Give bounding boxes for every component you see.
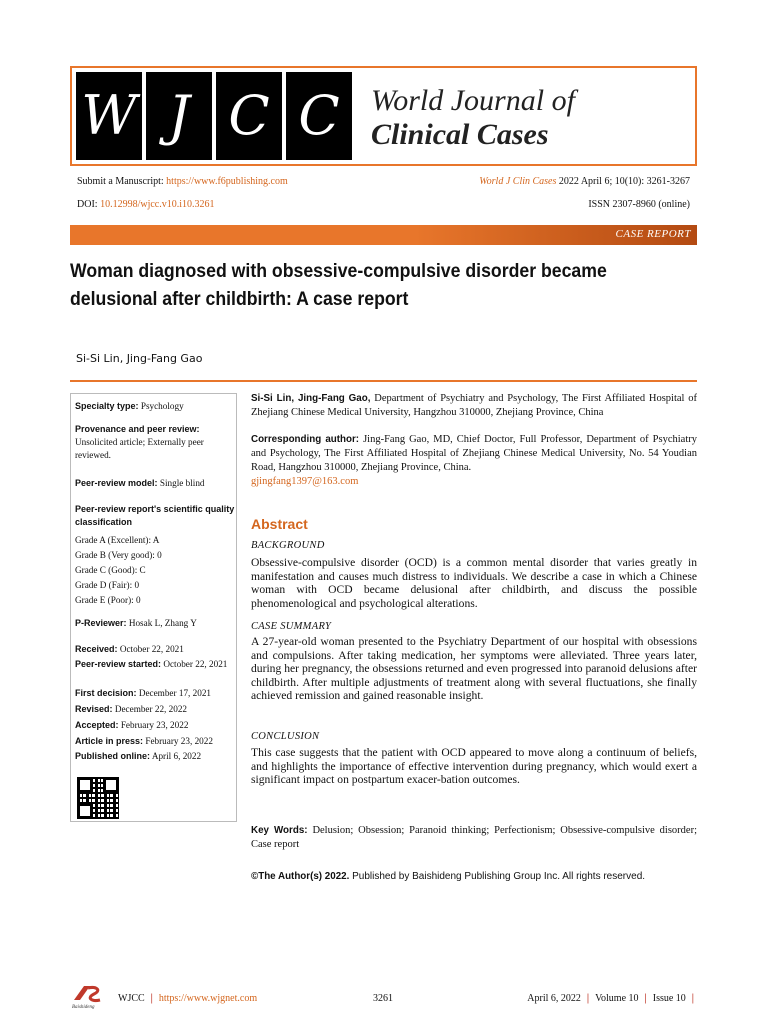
- citation-rest: 2022 April 6; 10(10): 3261-3267: [558, 176, 690, 187]
- article-title: Woman diagnosed with obsessive-compulsive disorder became delusional after childbirth: A case report: [70, 261, 607, 310]
- revised: Revised: December 22, 2022: [75, 704, 188, 714]
- article-in-press: Article in press: February 23, 2022: [75, 736, 213, 746]
- footer-journal: WJCC: [118, 993, 145, 1004]
- submit-link[interactable]: https://www.f6publishing.com: [166, 176, 288, 187]
- grade-e: Grade E (Poor): 0: [75, 595, 141, 605]
- background-text: Obsessive-compulsive disorder (OCD) is a common mental disorder that varies greatly in manifestation and causes much distress to individuals. We describe a case in which a Chinese woman with OCD became delusional after childbirth, and discuss the possible phenomenological and psychological alterations.: [251, 556, 697, 610]
- logo-text: Baishideng: [72, 1005, 95, 1010]
- background-heading: BACKGROUND: [251, 540, 325, 551]
- corresponding-author: Corresponding author: Jing-Fang Gao, MD, Chief Doctor, Full Professor, Department of Psychiatry and Psychology, The First Affiliated Hospital of Zhejiang Chinese Medical University, No. 54 Youdian Road, Hangzhou 310000, Zhejiang Province, China. gjingfang1397@163.com: [251, 434, 697, 487]
- qr-code-icon[interactable]: [77, 777, 119, 819]
- abstract-heading: Abstract: [251, 516, 308, 532]
- case-summary-heading: CASE SUMMARY: [251, 621, 332, 632]
- copyright: ©The Author(s) 2022. Published by Baishideng Publishing Group Inc. All rights reserved.: [251, 871, 646, 882]
- peer-review-model: Peer-review model: Single blind: [75, 478, 205, 488]
- masthead-letter-c2: C: [286, 72, 352, 160]
- specialty: Specialty type: Psychology: [75, 401, 184, 411]
- conclusion-text: This case suggests that the patient with OCD appeared to move along a continuum of beliefs, and highlights the importance of effective intervention during pregnancy, which would exert a significant impact on postpartum exacer-bation outcomes.: [251, 746, 697, 787]
- doi-link[interactable]: 10.12998/wjcc.v10.i10.3261: [100, 199, 215, 210]
- page-number: 3261: [373, 993, 393, 1004]
- masthead-letter-w: W: [76, 72, 142, 160]
- journal-title-line1: World Journal of: [371, 84, 575, 117]
- doi-label: DOI:: [77, 199, 98, 210]
- article-type-bar: [70, 225, 697, 245]
- grade-b: Grade B (Very good): 0: [75, 550, 162, 560]
- footer-journal-link: [118, 993, 257, 1004]
- footer-issue: Issue 10: [652, 993, 686, 1004]
- published-online: Published online: April 6, 2022: [75, 751, 202, 761]
- citation-line: [479, 176, 690, 187]
- provenance: Provenance and peer review: Unsolicited article; Externally peer reviewed.: [75, 424, 204, 460]
- footer-url[interactable]: https://www.wjgnet.com: [158, 993, 258, 1004]
- grade-d: Grade D (Fair): 0: [75, 580, 140, 590]
- peer-review-started: Peer-review started: October 22, 2021: [75, 659, 228, 669]
- divider: [70, 380, 697, 382]
- doi-line: [77, 199, 215, 210]
- email-link[interactable]: gjingfang1397@163.com: [251, 476, 359, 487]
- p-reviewer: P-Reviewer: Hosak L, Zhang Y: [75, 618, 197, 628]
- author-list: Si-Si Lin, Jing-Fang Gao: [76, 352, 203, 365]
- article-info-sidebar: [70, 393, 237, 822]
- first-decision: First decision: December 17, 2021: [75, 688, 212, 698]
- baishideng-logo-icon: [70, 984, 106, 1010]
- masthead-letter-c1: C: [216, 72, 282, 160]
- quality-classification: Peer-review report's scientific quality classification: [75, 504, 235, 527]
- masthead-letter-j: J: [146, 72, 212, 160]
- submit-label: Submit a Manuscript:: [77, 176, 164, 187]
- footer-separator: |: [586, 993, 590, 1004]
- issn: ISSN 2307-8960 (online): [588, 199, 690, 210]
- received: Received: October 22, 2021: [75, 644, 184, 654]
- journal-masthead: [70, 66, 697, 166]
- accepted: Accepted: February 23, 2022: [75, 720, 189, 730]
- grade-c: Grade C (Good): C: [75, 565, 146, 575]
- footer-separator: |: [691, 993, 694, 1004]
- grade-a: Grade A (Excellent): A: [75, 535, 160, 545]
- journal-title-line2: Clinical Cases: [371, 118, 549, 151]
- footer-volume: Volume 10: [595, 993, 639, 1004]
- keywords: Key Words: Delusion; Obsession; Paranoid thinking; Perfectionism; Obsessive-compulsive disorder; Case report: [251, 825, 697, 850]
- case-summary-text: A 27-year-old woman presented to the Psychiatry Department of our hospital with obsessions and compulsions. After taking medication, her symptoms were alleviated. Three years later, during her pregnancy, the obsessions returned and even progressed into paranoid delusions after childbirth. After multiple adjustments of treatment along with several fluctuations, she finally achieved remission and gained reasonable insight.: [251, 635, 697, 703]
- citation-journal: World J Clin Cases: [479, 176, 557, 187]
- article-type-label: CASE REPORT: [615, 228, 691, 240]
- conclusion-heading: CONCLUSION: [251, 731, 320, 742]
- footer-separator: |: [150, 993, 153, 1004]
- footer-issue-info: [527, 993, 700, 1004]
- footer-date: April 6, 2022: [527, 993, 581, 1004]
- affiliation: Si-Si Lin, Jing-Fang Gao, Department of Psychiatry and Psychology, The First Affiliated Hospital of Zhejiang Chinese Medical University, Hangzhou 310000, Zhejiang Province, China: [251, 393, 698, 418]
- footer-separator: |: [644, 993, 647, 1004]
- submit-line: [77, 176, 288, 187]
